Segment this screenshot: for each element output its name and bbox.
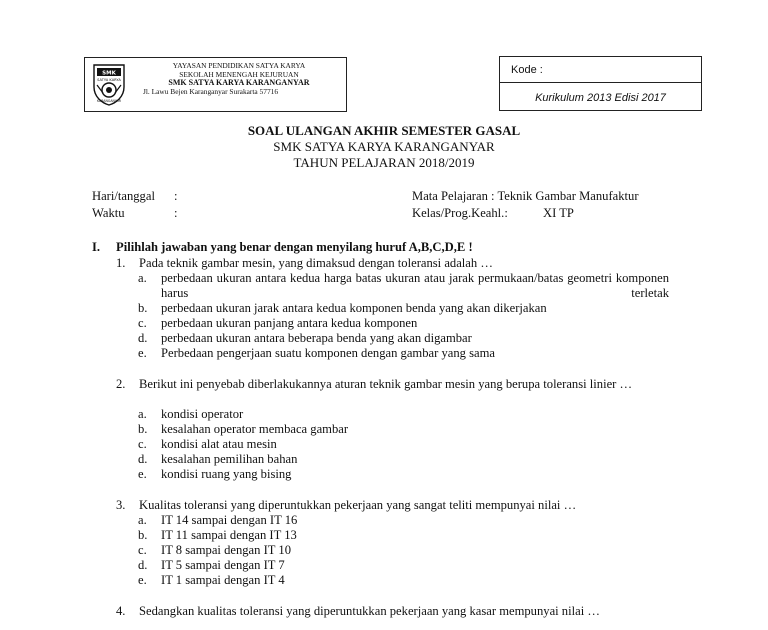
option-letter: e. [138,573,147,587]
option-text: perbedaan ukuran antara beberapa benda yang akan digambar [161,331,472,345]
question-number: 2. [116,377,126,391]
school-type: SEKOLAH MENENGAH KEJURUAN [179,69,299,79]
option-letter: d. [138,452,148,466]
option-letter: b. [138,422,148,436]
option-letter: c. [138,543,147,557]
time-label: Waktu [92,206,125,220]
question-number: 1. [116,256,126,270]
option-letter: d. [138,331,148,345]
code-row [500,57,701,83]
code-box [499,56,702,111]
option-letter: a. [138,271,147,285]
exam-year: TAHUN PELAJARAN 2018/2019 [293,155,475,170]
curriculum-label: Kurikulum 2013 Edisi 2017 [535,92,666,104]
school-logo [91,63,127,106]
option-text: IT 5 sampai dengan IT 7 [161,558,285,572]
logo-text-line2: SATYA KARYA [97,78,121,82]
school-name: SMK SATYA KARYA KARANGANYAR [168,78,310,88]
instruction-text: Pilihlah jawaban yang benar dengan menyilang huruf A,B,C,D,E ! [116,240,473,254]
question-text: Berikut ini penyebab diberlakukannya aturan teknik gambar mesin yang berupa toleransi linier … [139,377,633,391]
option-letter: a. [138,513,147,527]
option-text: perbedaan ukuran jarak antara kedua komponen benda yang akan dikerjakan [161,301,547,315]
exam-title: SOAL ULANGAN AKHIR SEMESTER GASAL [247,123,521,138]
option-text: kondisi operator [161,407,244,421]
logo-text-line3: KARANGANYAR [97,99,121,103]
option-text: kesalahan operator membaca gambar [161,422,349,436]
exam-school: SMK SATYA KARYA KARANGANYAR [273,139,495,154]
school-address: Jl. Lawu Bejen Karanganyar Surakarta 57716 [143,86,279,96]
option-text: kondisi alat atau mesin [161,437,277,451]
school-identity-text [133,62,345,96]
question-number: 4. [116,604,126,618]
option-letter: d. [138,558,148,572]
option-letter: c. [138,316,147,330]
option-text: Perbedaan pengerjaan suatu komponen dengan gambar yang sama [161,346,495,360]
option-letter: e. [138,467,147,481]
school-header-box [84,57,347,112]
option-text: IT 1 sampai dengan IT 4 [161,573,285,587]
question-text: Kualitas toleransi yang diperuntukkan pekerjaan yang sangat teliti mempunyai nilai … [139,498,577,512]
date-label: Hari/tanggal [92,189,155,203]
logo-text-line1: SMK [102,70,116,77]
class-value: XI TP [543,206,574,220]
option-text: IT 14 sampai dengan IT 16 [161,513,298,527]
time-colon: : [174,206,178,220]
option-text: IT 11 sampai dengan IT 13 [161,528,297,542]
option-letter: e. [138,346,147,360]
date-colon: : [174,189,178,203]
option-letter: c. [138,437,147,451]
question-text: Sedangkan kualitas toleransi yang diperuntukkan pekerjaan yang kasar mempunyai nilai … [139,604,600,618]
section-number: I. [92,240,101,254]
option-text: IT 8 sampai dengan IT 10 [161,543,291,557]
option-letter: a. [138,407,147,421]
question-number: 3. [116,498,126,512]
class-label: Kelas/Prog.Keahl.: [412,206,508,220]
option-text: kondisi ruang yang bising [161,467,292,481]
option-text: kesalahan pemilihan bahan [161,452,298,466]
question-text: Pada teknik gambar mesin, yang dimaksud dengan toleransi adalah … [139,256,493,270]
option-letter: b. [138,528,148,542]
code-label: Kode : [511,64,543,76]
subject-line: Mata Pelajaran : Teknik Gambar Manufaktur [412,189,639,203]
option-letter: b. [138,301,148,315]
option-text: perbedaan ukuran panjang antara kedua komponen [161,316,418,330]
foundation-name: YAYASAN PENDIDIKAN SATYA KARYA [172,61,306,70]
option-text: perbedaan ukuran antara kedua harga batas ukuran atau jarak permukaan/batas geometri komponen harus terletak [161,271,669,300]
